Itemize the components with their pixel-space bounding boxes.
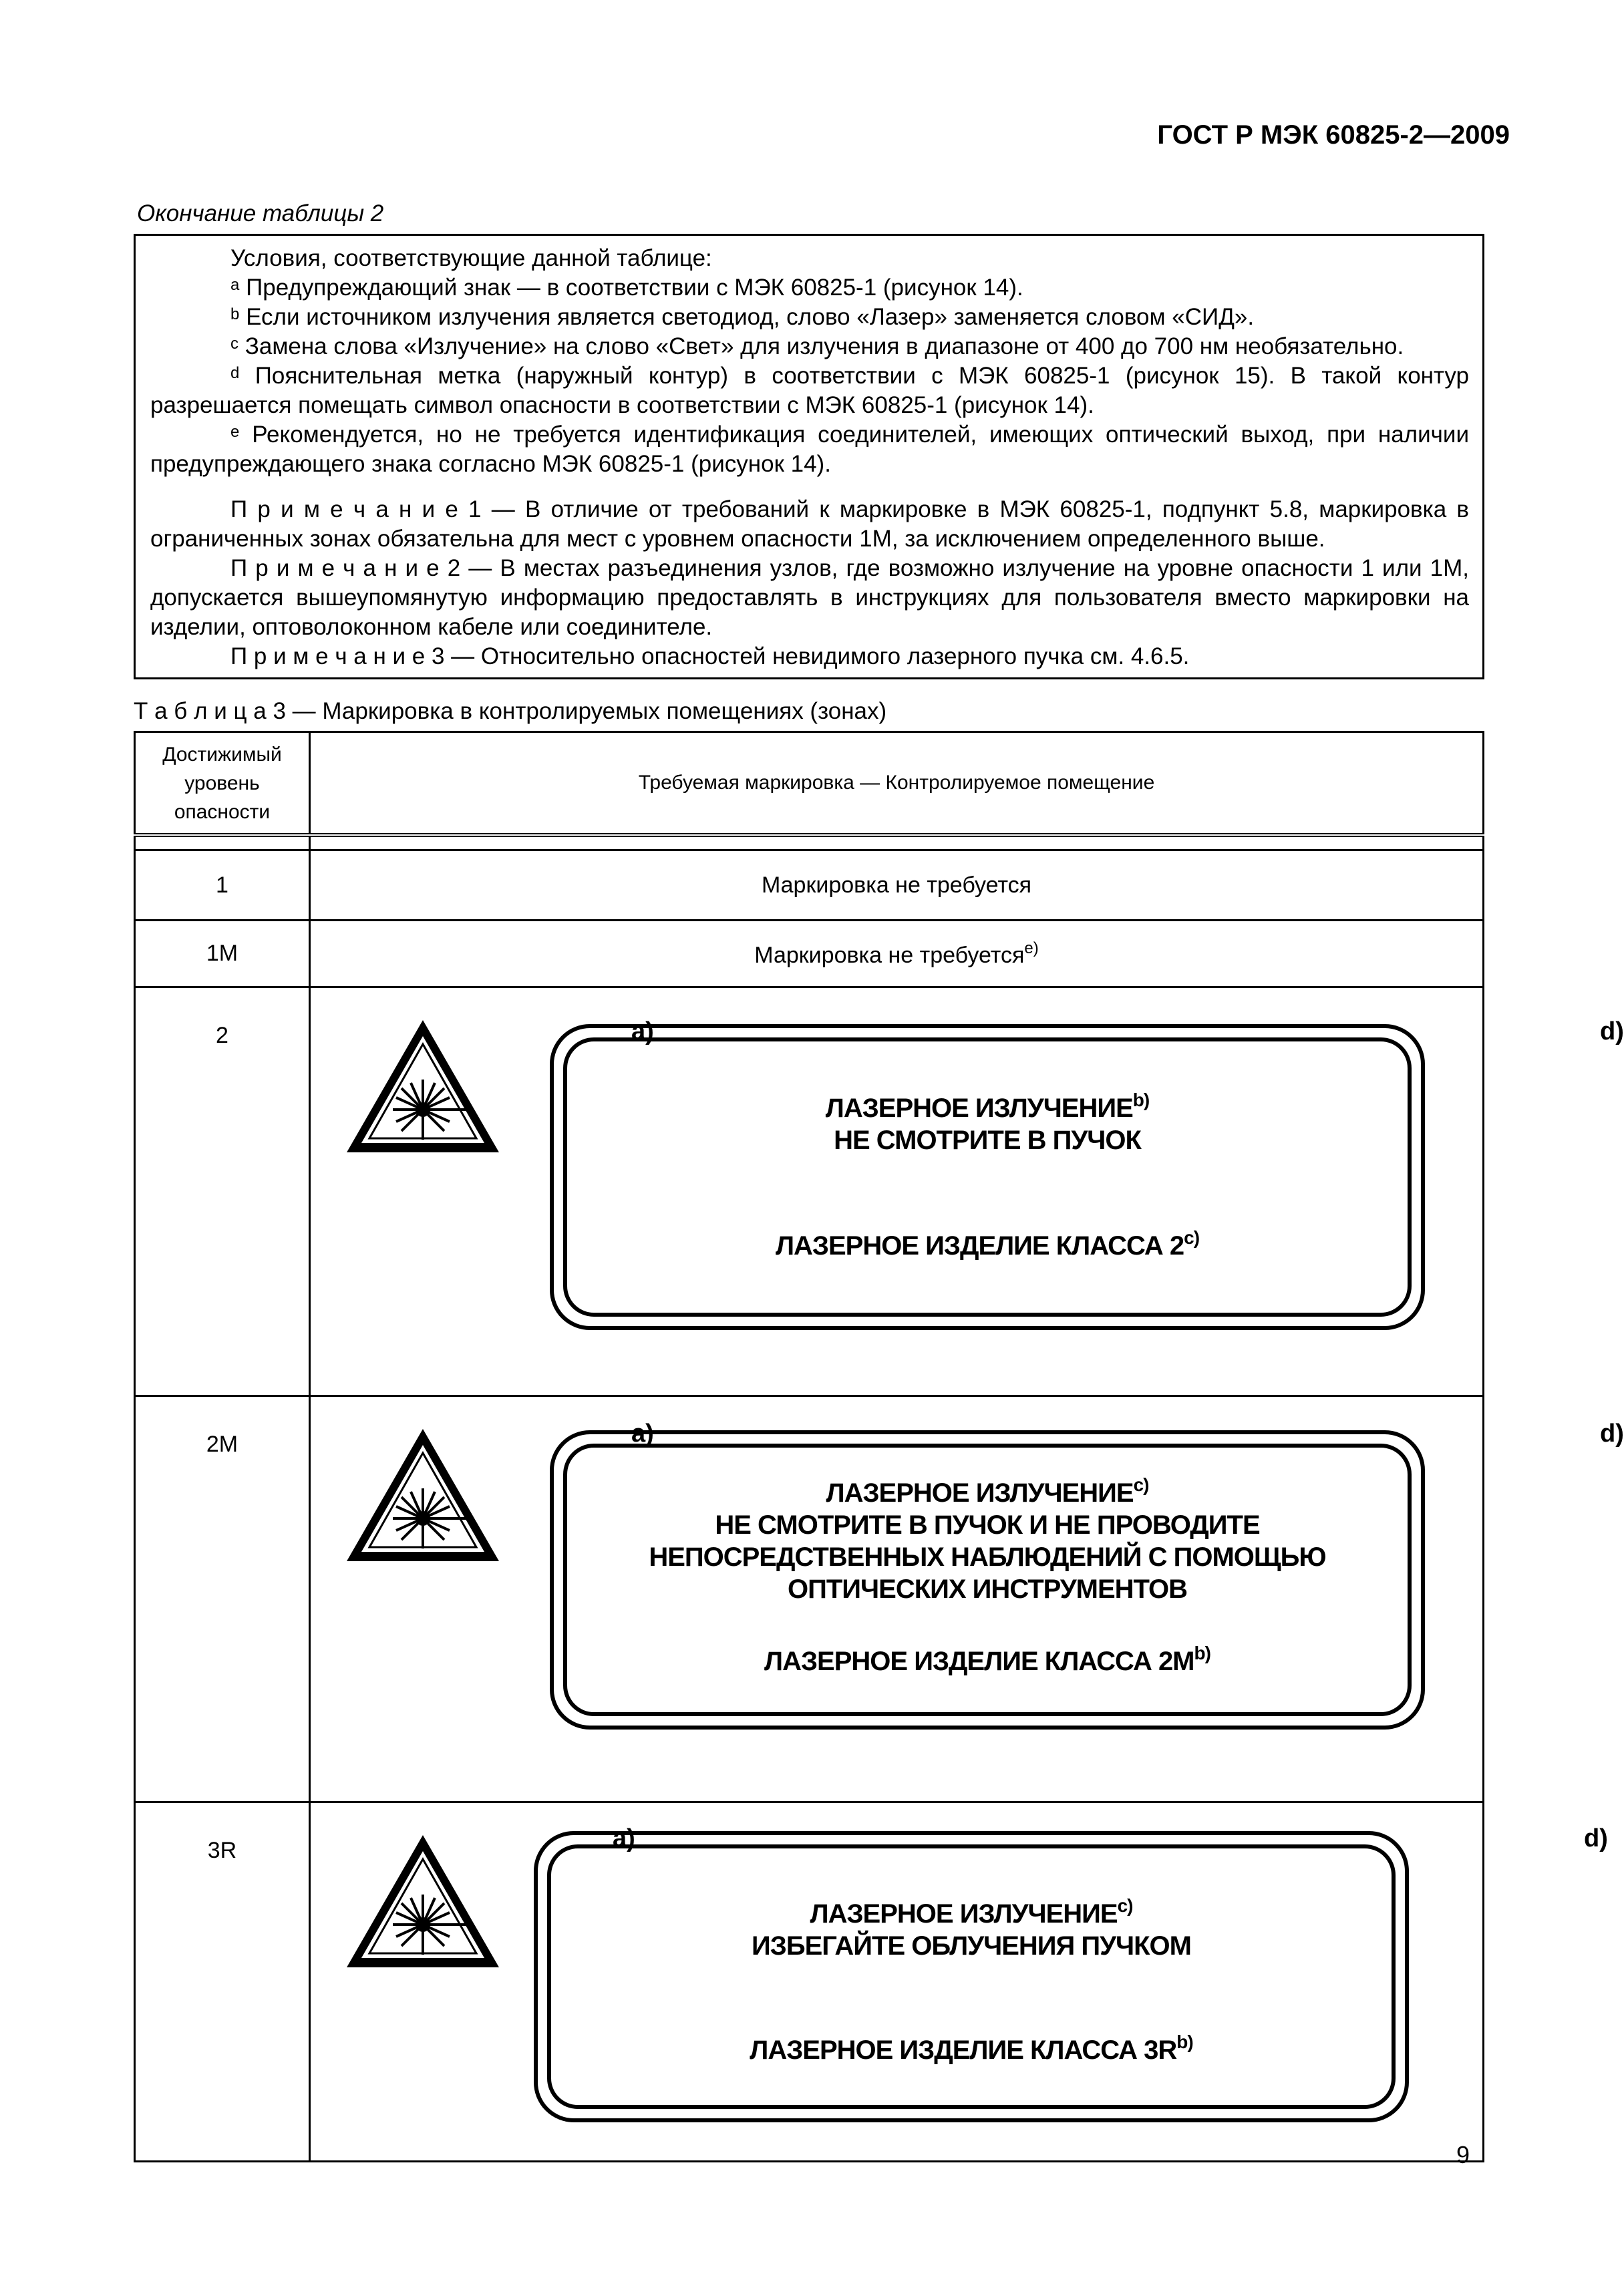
table-row xyxy=(135,921,1484,987)
footnote-ref-a: a) xyxy=(631,1017,654,1045)
label-line-1 xyxy=(538,1895,1405,1930)
explanatory-label xyxy=(550,1024,1425,1330)
label-class-line xyxy=(554,1645,1421,1677)
label-inner-border xyxy=(547,1844,1396,2109)
marking-footnote-mark: е) xyxy=(1024,939,1039,957)
footnote-ref-d: d) xyxy=(1584,1824,1608,1852)
laser-warning-triangle-icon xyxy=(343,1425,503,1565)
label-footnote-mark: b) xyxy=(1176,2031,1193,2052)
footnote-ref-d: d) xyxy=(1600,1420,1624,1448)
footnote-text: Если источником излучения является светодиод, слово «Лазер» заменяется словом «СИД». xyxy=(239,304,1255,330)
label-line-1 xyxy=(554,1092,1421,1124)
level-cell: 2М xyxy=(135,1396,310,1802)
label-line-2: ИЗБЕГАЙТЕ ОБЛУЧЕНИЯ ПУЧКОМ xyxy=(752,1931,1191,1961)
note-label: П р и м е ч а н и е 1 xyxy=(230,496,482,522)
explanatory-label xyxy=(534,1831,1409,2122)
footnote-mark: a xyxy=(230,276,240,294)
label-line-2: НЕ СМОТРИТЕ В ПУЧОК И НЕ ПРОВОДИТЕ xyxy=(715,1510,1260,1540)
explanatory-label xyxy=(550,1430,1425,1730)
separator-cell xyxy=(310,835,1484,850)
header-level: Достижимый уровень опасности xyxy=(135,732,310,836)
note-label: П р и м е ч а н и е 3 xyxy=(230,643,445,669)
level-cell: 1М xyxy=(135,921,310,987)
label-line-1 xyxy=(554,1474,1421,1509)
table-row xyxy=(135,987,1484,1396)
level-cell: 2 xyxy=(135,987,310,1396)
label-footnote-mark: c) xyxy=(1133,1474,1149,1495)
label-footnote-mark: c) xyxy=(1184,1227,1200,1248)
conditions-intro: Условия, соответствующие данной таблице: xyxy=(230,245,712,271)
note-1 xyxy=(150,495,1469,554)
label-text: ЛАЗЕРНОЕ ИЗЛУЧЕНИЕ xyxy=(825,1094,1133,1123)
marking-cell xyxy=(310,1396,1624,1802)
table3 xyxy=(134,731,1624,2162)
label-footnote-mark: b) xyxy=(1132,1090,1150,1110)
label-text: ЛАЗЕРНОЕ ИЗЛУЧЕНИЕ xyxy=(810,1899,1118,1929)
footnote-ref-d: d) xyxy=(1600,1017,1624,1045)
label-line-2: НЕ СМОТРИТЕ В ПУЧОК xyxy=(834,1126,1141,1155)
footnote-text: Рекомендуется, но не требуется идентификация соединителей, имеющих оптический выход, при наличии предупреждающего знака согласно МЭК 60825-1 (рисунок 14). xyxy=(150,422,1469,477)
note-text: — В отличие от требований к маркировке в МЭК 60825-1, подпункт 5.8, маркировка в ограниченных зонах обязательна для мест с уровнем опасности 1М, за исключением определенного выше. xyxy=(150,496,1470,552)
marking-cell xyxy=(310,1802,1608,2162)
table-row xyxy=(135,1802,1484,2162)
label-text: ЛАЗЕРНОЕ ИЗЛУЧЕНИЕ xyxy=(826,1478,1134,1508)
footnote-ref-a: a) xyxy=(631,1420,654,1448)
label-class-line xyxy=(538,2031,1405,2066)
note-text: — Относительно опасностей невидимого лазерного пучка см. 4.6.5. xyxy=(444,643,1190,669)
footnote-mark: d xyxy=(230,364,240,382)
table-row xyxy=(135,1396,1484,1802)
footnote-text: Предупреждающий знак — в соответствии с МЭК 60825-1 (рисунок 14). xyxy=(239,275,1023,301)
separator-cell xyxy=(135,835,310,850)
laser-warning-triangle-icon xyxy=(343,1831,503,1971)
label-text: ЛАЗЕРНОЕ ИЗДЕЛИЕ КЛАССА 2 xyxy=(775,1231,1184,1261)
label-line-4: ОПТИЧЕСКИХ ИНСТРУМЕНТОВ xyxy=(788,1575,1187,1604)
label-text: ЛАЗЕРНОЕ ИЗДЕЛИЕ КЛАССА 2М xyxy=(764,1647,1194,1676)
footnote-text: Пояснительная метка (наружный контур) в соответствии с МЭК 60825-1 (рисунок 15). В такой контур разрешается помещать символ опасности в соответствии с МЭК 60825-1 (рисунок 14). xyxy=(150,363,1469,418)
table3-title: Т а б л и ц а 3 — Маркировка в контролируемых помещениях (зонах) xyxy=(134,698,887,724)
level-cell: 3R xyxy=(135,1802,310,2162)
table2-conditions-box xyxy=(134,234,1484,679)
marking-text: Маркировка не требуется xyxy=(754,942,1025,968)
label-inner-border xyxy=(563,1037,1412,1317)
table-header-row xyxy=(135,732,1484,836)
label-footnote-mark: c) xyxy=(1117,1895,1133,1916)
footnote-a xyxy=(150,273,1469,303)
table-row xyxy=(135,850,1484,921)
footnote-b xyxy=(150,303,1469,332)
laser-warning-triangle-icon xyxy=(343,1016,503,1156)
page-number: 9 xyxy=(1456,2141,1470,2168)
note-text: — В местах разъединения узлов, где возможно излучение на уровне опасности 1 или 1М, допускается вышеупомянутую информацию предоставлять в инструкциях для пользователя вместо маркировки на изделии, оптоволоконном кабеле или соединителе. xyxy=(150,555,1469,640)
footnote-text: Замена слова «Излучение» на слово «Свет» для излучения в диапазоне от 400 до 700 нм необязательно. xyxy=(238,333,1404,359)
header-marking: Требуемая маркировка — Контролируемое помещение xyxy=(310,732,1484,836)
footnote-mark: e xyxy=(230,423,240,441)
footnote-mark: b xyxy=(230,305,240,323)
header-separator xyxy=(135,835,1484,850)
marking-cell: Маркировка не требуется xyxy=(310,850,1484,921)
footnote-c xyxy=(150,332,1469,361)
footnote-mark: c xyxy=(230,335,238,353)
footnote-ref-a: a) xyxy=(613,1824,635,1852)
note-2 xyxy=(150,554,1469,642)
label-line-3: НЕПОСРЕДСТВЕННЫХ НАБЛЮДЕНИЙ С ПОМОЩЬЮ xyxy=(649,1542,1326,1572)
footnote-d xyxy=(150,361,1469,420)
table-continuation-caption: Окончание таблицы 2 xyxy=(137,200,384,226)
footnote-e xyxy=(150,420,1469,479)
note-label: П р и м е ч а н и е 2 xyxy=(230,555,461,581)
marking-cell xyxy=(310,987,1624,1396)
note-3 xyxy=(150,642,1469,671)
marking-cell xyxy=(310,921,1484,987)
label-class-line xyxy=(554,1227,1421,1262)
level-cell: 1 xyxy=(135,850,310,921)
standard-designation: ГОСТ Р МЭК 60825-2—2009 xyxy=(1157,120,1510,150)
label-text: ЛАЗЕРНОЕ ИЗДЕЛИЕ КЛАССА 3R xyxy=(750,2035,1177,2065)
label-footnote-mark: b) xyxy=(1194,1643,1210,1663)
